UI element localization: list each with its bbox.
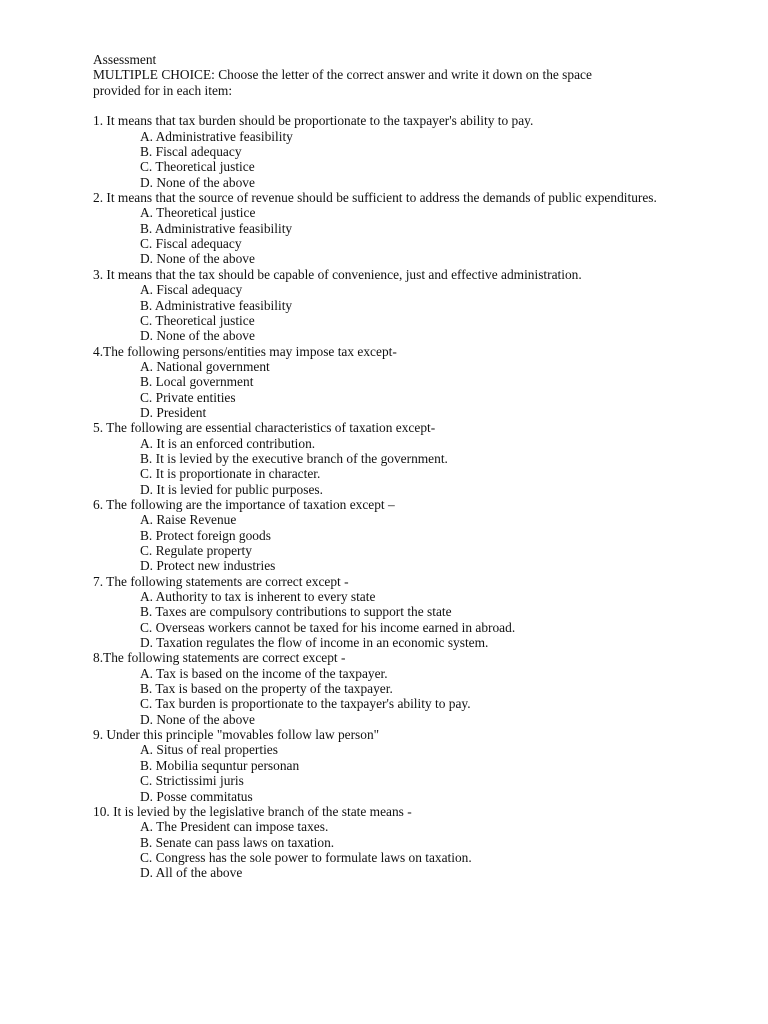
document-title: Assessment xyxy=(93,52,157,67)
answer-choice: A. Situs of real properties xyxy=(140,742,278,758)
answer-choice: C. Tax burden is proportionate to the taxpayer's ability to pay. xyxy=(140,696,471,712)
question-item xyxy=(93,574,743,651)
answer-choice: C. Regulate property xyxy=(140,543,252,558)
question-item xyxy=(93,420,743,497)
answer-choice: B. It is levied by the executive branch of the government. xyxy=(140,450,448,466)
question-item xyxy=(93,497,743,574)
answer-choice: D. None of the above xyxy=(140,328,255,344)
question-text: 3. It means that the tax should be capable of convenience, just and effective administration. xyxy=(93,266,582,282)
answer-choice: B. Senate can pass laws on taxation. xyxy=(140,834,335,850)
answer-choice: B. Fiscal adequacy xyxy=(140,144,242,160)
answer-choice: D. None of the above xyxy=(140,711,255,727)
answer-choice: D. None of the above xyxy=(140,174,255,190)
answer-choice: D. It is levied for public purposes. xyxy=(140,481,323,497)
question-text: 6. The following are the importance of taxation except – xyxy=(93,496,395,512)
answer-choice: A. Fiscal adequacy xyxy=(140,282,243,298)
answer-choice: D. Posse commitatus xyxy=(140,788,253,804)
answer-choice: D. Taxation regulates the flow of income in an economic system. xyxy=(140,635,489,651)
answer-choice: C. Theoretical justice xyxy=(140,312,255,328)
answer-choice: D. None of the above xyxy=(140,251,255,267)
answer-choice: C. Private entities xyxy=(140,389,236,405)
answer-choice: A. National government xyxy=(140,358,270,374)
answer-choice: B. Tax is based on the property of the taxpayer. xyxy=(140,681,393,697)
question-item xyxy=(93,190,743,267)
question-text: 7. The following statements are correct except - xyxy=(93,573,349,589)
question-list xyxy=(93,113,743,880)
question-item xyxy=(93,267,743,344)
question-item xyxy=(93,344,743,421)
answer-choice: A. It is an enforced contribution. xyxy=(140,435,316,451)
answer-choice: C. Theoretical justice xyxy=(140,159,255,175)
answer-choice: C. Congress has the sole power to formulate laws on taxation. xyxy=(140,849,472,865)
answer-choice: B. Administrative feasibility xyxy=(140,297,293,313)
answer-choice: D. Protect new industries xyxy=(140,558,276,574)
answer-choice: D. President xyxy=(140,404,207,420)
question-text: 1. It means that tax burden should be proportionate to the taxpayer's ability to pay. xyxy=(93,113,534,129)
question-text: 10. It is levied by the legislative branch of the state means - xyxy=(93,803,412,819)
question-text: 4.The following persons/entities may impose tax except- xyxy=(93,343,397,359)
answer-choice: C. It is proportionate in character. xyxy=(140,466,321,482)
answer-choice: B. Mobilia sequntur personan xyxy=(140,757,300,773)
question-item xyxy=(93,113,743,190)
answer-choice: C. Strictissimi juris xyxy=(140,773,244,789)
answer-choice: A. The President can impose taxes. xyxy=(140,819,329,835)
answer-choice: A. Tax is based on the income of the taxpayer. xyxy=(140,665,388,681)
instructions-line-1: MULTIPLE CHOICE: Choose the letter of the correct answer and write it down on the space xyxy=(93,67,592,83)
answer-choice: B. Local government xyxy=(140,374,254,390)
answer-choice: A. Raise Revenue xyxy=(140,512,237,528)
question-text: 5. The following are essential characteristics of taxation except- xyxy=(93,420,436,436)
answer-choice: A. Authority to tax is inherent to every state xyxy=(140,589,376,605)
instructions-line-2: provided for in each item: xyxy=(93,82,233,98)
answer-choice: B. Taxes are compulsory contributions to support the state xyxy=(140,604,452,620)
question-item xyxy=(93,727,743,804)
answer-choice: A. Administrative feasibility xyxy=(140,128,293,144)
question-text: 2. It means that the source of revenue should be sufficient to address the demands of public expenditures. xyxy=(93,190,657,206)
assessment-document xyxy=(93,52,743,881)
question-item xyxy=(93,650,743,727)
answer-choice: A. Theoretical justice xyxy=(140,205,256,221)
answer-choice: B. Administrative feasibility xyxy=(140,220,293,236)
answer-choice: C. Overseas workers cannot be taxed for his income earned in abroad. xyxy=(140,619,516,635)
answer-choice: D. All of the above xyxy=(140,865,243,881)
answer-choice: B. Protect foreign goods xyxy=(140,527,271,543)
spacer xyxy=(93,98,743,113)
question-text: 8.The following statements are correct except - xyxy=(93,650,346,666)
question-item xyxy=(93,804,743,881)
answer-choice: C. Fiscal adequacy xyxy=(140,236,242,252)
question-text: 9. Under this principle "movables follow law person" xyxy=(93,727,380,743)
